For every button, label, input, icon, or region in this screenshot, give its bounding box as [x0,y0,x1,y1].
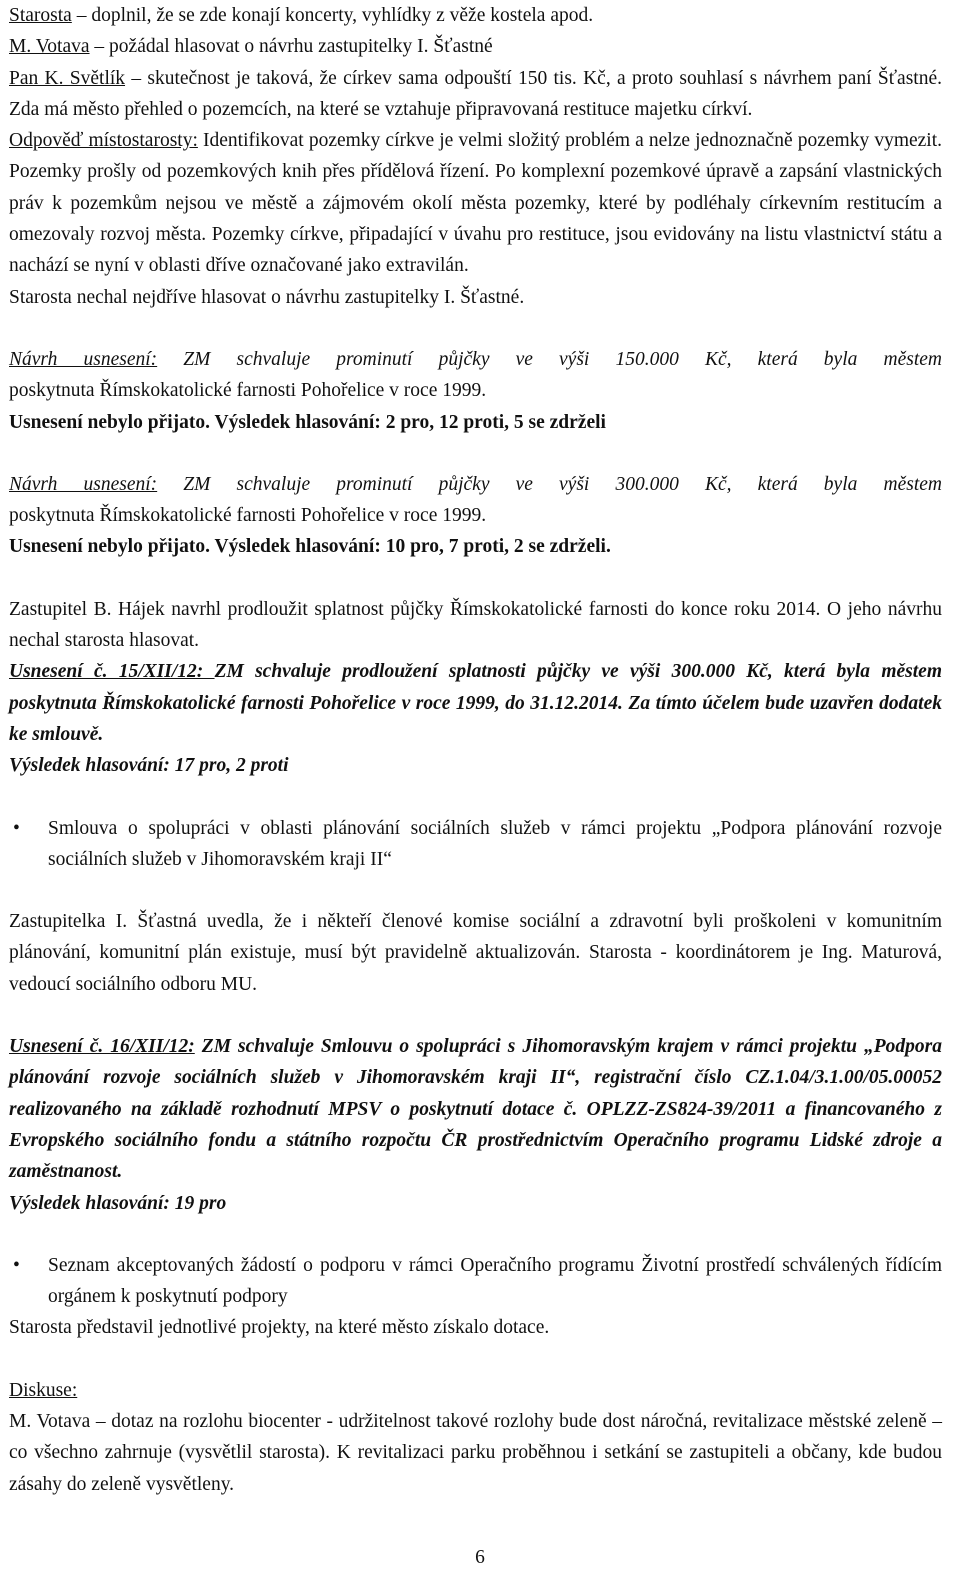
proposal-2-label: Návrh usnesení: [9,473,158,495]
paragraph-hajek: Zastupitel B. Hájek navrhl prodloužit splatnost půjčky Římskokatolické farnosti do konce roku 2014. O jeho návrhu nechal starosta hlasovat. [9,598,942,652]
bullet-item-contract [9,813,942,876]
paragraph-vote-first: Starosta nechal nejdříve hlasovat o návrhu zastupitelky I. Šťastné. [9,286,525,308]
paragraph-answer [9,125,942,281]
proposal-1-line1 [9,344,942,375]
bullet-icon: • [13,1254,20,1276]
document-page [9,0,942,1500]
resolution-15-vote: Výsledek hlasování: 17 pro, 2 proti [9,755,289,777]
text-votava: – požádal hlasovat o návrhu zastupitelky I. Šťastné [89,36,493,58]
proposal-1-label: Návrh usnesení: [9,348,158,370]
resolution-16 [9,1031,942,1187]
text-answer: Identifikovat pozemky církve je velmi složitý problém a nelze jednoznačně pozemky vymezit. Pozemky prošly od pozemkových knih přes přídělová řízení. Po komplexní pozemkové úpravě a zapsání vlastnických práv k pozemkům nejsou ve městě a zájmovém okolí města pozemky, které by podléhaly církevním restitucím a omezovaly rozvoj města. Pozemky církve, připadající v úvahu pro restituce, jsou evidovány na listu vlastnictví státu a nachází se nyní v oblasti dříve označované jako extravilán. [9,130,943,277]
speaker-votava: M. Votava [9,36,90,58]
bullet-text-applications: Seznam akceptovaných žádostí o podporu v rámci Operačního programu Životní prostředí schválených řídícím orgánem k poskytnutí podpory [48,1254,942,1308]
text-svetlik: – skutečnost je taková, že církev sama odpouští 150 tis. Kč, a proto souhlasí s návrhem paní Šťastné. Zda má město přehled o pozemcích, na které se vztahuje připravovaná restituce majetku církví. [9,67,942,120]
proposal-2-line1 [9,469,942,500]
proposal-2-result: Usnesení nebylo přijato. Výsledek hlasování: 10 pro, 7 proti, 2 se zdrželi. [9,536,611,558]
resolution-15 [9,656,942,750]
paragraph-votava [9,31,942,62]
paragraph-svetlik [9,63,942,126]
bullet-text-contract: Smlouva o spolupráci v oblasti plánování sociálních služeb v rámci projektu „Podpora plánování rozvoje sociálních služeb v Jihomoravském kraji II“ [48,817,942,870]
resolution-16-label: Usnesení č. 16/XII/12: [9,1036,195,1058]
spacer [9,1219,942,1250]
paragraph-projects: Starosta představil jednotlivé projekty, na které město získalo dotace. [9,1317,550,1339]
spacer [9,1000,942,1031]
proposal-1-result: Usnesení nebylo přijato. Výsledek hlasování: 2 pro, 12 proti, 5 se zdrželi [9,411,606,433]
spacer [9,438,942,469]
discussion-heading: Diskuse: [9,1379,78,1401]
spacer [9,875,942,906]
proposal-2-text: ZM schvaluje prominutí půjčky ve výši 300.000 Kč, která byla městem [157,473,942,495]
discussion-text: M. Votava – dotaz na rozlohu biocenter - udržitelnost takové rozlohy bude dost náročná, revitalizace městské zeleně – co všechno zahrnuje (vysvětlil starosta). K revitalizaci parku proběhnou i setkání se zastupiteli a občany, kde budou zásahy do zeleně vysvětleny. [9,1410,942,1495]
paragraph-stastna: Zastupitelka I. Šťastná uvedla, že i někteří členové komise sociální a zdravotní byli proškoleni v komunitním plánování, komunitní plán existuje, musí být pravidelně aktualizován. Starosta - koordinátorem je Ing. Maturová, vedoucí sociálního odboru MU. [9,911,942,995]
resolution-15-label: Usnesení č. 15/XII/12: [9,661,215,683]
proposal-2-line2: poskytnuta Římskokatolické farnosti Pohořelice v roce 1999. [9,505,487,527]
bullet-item-applications [9,1250,942,1313]
speaker-vice-mayor: Odpověď místostarosty: [9,130,198,152]
resolution-16-vote: Výsledek hlasování: 19 pro [9,1192,227,1214]
resolution-16-text: ZM schvaluje Smlouvu o spolupráci s Jihomoravským krajem v rámci projektu „Podpora plánování rozvoje sociálních služeb v Jihomoravském kraji II“, registrační číslo CZ.1.04/3.1.00/05.00052 realizovaného na základě rozhodnutí MPSV o poskytnutí dotace č. OPLZZ-ZS824-39/2011 a financovaného z Evropského sociálního fondu a státního rozpočtu ČR prostřednictvím Operačního programu Lidské zdroje a zaměstnanost. [9,1036,942,1183]
bullet-icon: • [13,817,20,839]
spacer [9,563,942,594]
text-starosta: – doplnil, že se zde konají koncerty, vyhlídky z věže kostela apod. [71,5,594,26]
spacer [9,1344,942,1375]
proposal-1-text: ZM schvaluje prominutí půjčky ve výši 150.000 Kč, která byla městem [157,348,942,370]
proposal-1-line2: poskytnuta Římskokatolické farnosti Pohořelice v roce 1999. [9,380,487,402]
paragraph-starosta [9,0,942,31]
spacer [9,782,942,813]
speaker-starosta: Starosta [9,5,72,26]
resolution-15-text: ZM schvaluje prodloužení splatnosti půjčky ve výši 300.000 Kč, která byla městem poskytnuta Římskokatolické farnosti Pohořelice v roce 1999, do 31.12.2014. Za tímto účelem bude uzavřen dodatek ke smlouvě. [9,661,942,745]
speaker-svetlik: Pan K. Světlík [9,67,126,89]
page-number: 6 [475,1547,485,1568]
spacer [9,313,942,344]
